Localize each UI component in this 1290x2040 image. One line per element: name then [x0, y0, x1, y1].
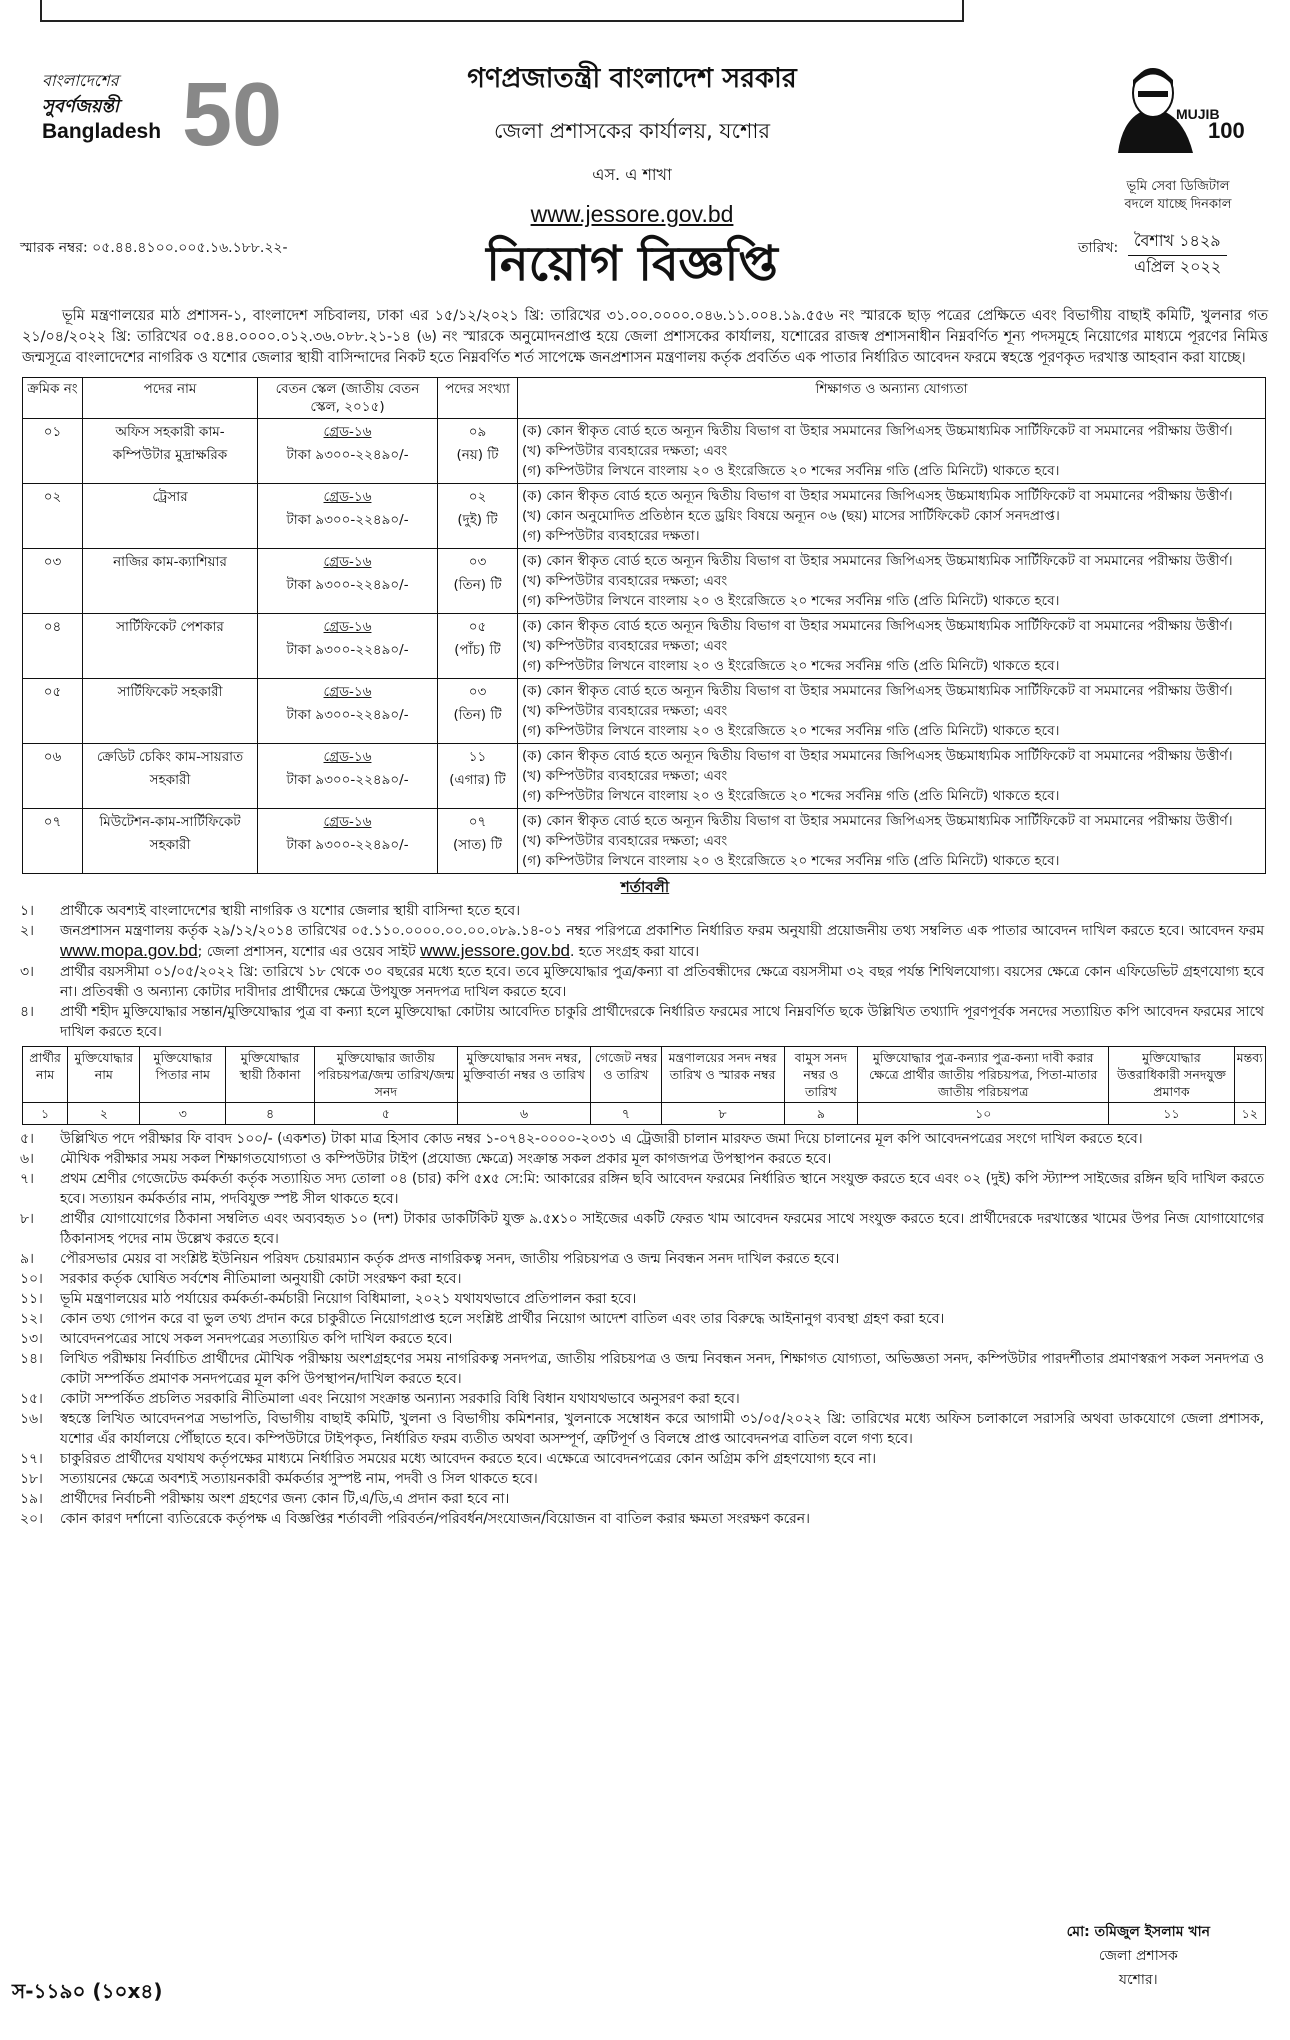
row-grade: গ্রেড-১৬	[323, 489, 372, 505]
reference-row	[12, 228, 1278, 298]
row-grade: গ্রেড-১৬	[323, 619, 372, 635]
col-post-count: পদের সংখ্যা	[438, 378, 518, 419]
condition-text: প্রথম শ্রেণীর গেজেটেড কর্মকর্তা কর্তৃক সত্যায়িত সদ্য তোলা ০৪ (চার) কপি ৫x৫ সে:মি: আকারের রঙ্গিন ছবি আবেদন ফরমের নির্ধারিত স্থানে সংযুক্ত করতে হবে এবং ০২ (দুই) কপি স্ট্যাম্প সাইজের রঙ্গিন ছবি দাখিল করতে হবে। সত্যায়ন কর্মকর্তার নাম, পদবিযুক্ত স্পষ্ট সীল থাকতে হবে।	[60, 1171, 1264, 1207]
posts-body	[23, 419, 1266, 874]
ff-num: ৬	[457, 1103, 590, 1125]
row-post-name: সার্টিফিকেট পেশকার	[83, 614, 258, 679]
condition-number: ১৮।	[20, 1471, 43, 1487]
qual-c: (গ) কম্পিউটার লিখনে বাংলায় ২০ ও ইংরেজিতে ২০ শব্দের সর্বনিম্ন গতি (প্রতি মিনিটে) থাকতে হবে।	[522, 723, 1060, 739]
condition-text: চাকুরিরত প্রার্থীদের যথাযথ কর্তৃপক্ষের মাধ্যমে নির্ধারিত সময়ের মধ্যে আবেদন করতে হবে। এক্ষেত্রে আবেদনপত্রের কোন অগ্রিম কপি গ্রহণযোগ্য হবে না।	[60, 1451, 877, 1467]
ff-num: ৫	[314, 1103, 457, 1125]
ff-col-11: মুক্তিযোদ্ধার উত্তরাধিকারী সনদযুক্ত প্রমাণক	[1109, 1047, 1234, 1103]
qual-c: (গ) কম্পিউটার লিখনে বাংলায় ২০ ও ইংরেজিতে ২০ শব্দের সর্বনিম্ন গতি (প্রতি মিনিটে) থাকতে হবে।	[522, 658, 1060, 674]
row-quals	[518, 614, 1266, 679]
condition-text: কোন কারণ দর্শানো ব্যতিরেকে কর্তৃপক্ষ এ বিজ্ঞপ্তির শর্তাবলী পরিবর্তন/পরিবর্ধন/সংযোজন/বিয়োজন বা বাতিল করার ক্ষমতা সংরক্ষণ করেন।	[60, 1511, 810, 1527]
condition-text: কোটা সম্পর্কিত প্রচলিত সরকারি নীতিমালা এবং নিয়োগ সংক্রান্ত অন্যান্য সরকারি বিধি বিধান যথাযথভাবে অনুসরণ করা হবে।	[60, 1391, 740, 1407]
condition-number: ৮।	[20, 1211, 34, 1227]
row-count	[438, 679, 518, 744]
table-row	[23, 419, 1266, 484]
notice-title: নিয়োগ বিজ্ঞপ্তি	[486, 236, 778, 292]
row-pay	[258, 614, 438, 679]
ff-num: ১০	[858, 1103, 1109, 1125]
condition-text: সত্যায়নের ক্ষেত্রে অবশ্যই সত্যায়নকারী কর্মকর্তার সুস্পষ্ট নাম, পদবী ও সিল থাকতে হবে।	[60, 1471, 538, 1487]
ff-num: ৯	[784, 1103, 858, 1125]
row-count	[438, 549, 518, 614]
ff-num: ১২	[1234, 1103, 1265, 1125]
qual-a: (ক) কোন স্বীকৃত বোর্ড হতে অন্যূন দ্বিতীয় বিভাগ বা উহার সমমানের জিপিএসহ উচ্চমাধ্যমিক সার্টিফিকেট বা সমমানের পরীক্ষায় উত্তীর্ণ।	[522, 423, 1233, 439]
row-pay	[258, 484, 438, 549]
condition-item	[20, 1449, 1264, 1469]
row-post-name: ট্রেসার	[83, 484, 258, 549]
condition-text	[60, 921, 1264, 962]
logo-text-2: সুবর্ণজয়ন্তী	[42, 96, 120, 117]
condition-item	[20, 1469, 1264, 1489]
ff-col-2: মুক্তিযোদ্ধার নাম	[68, 1047, 140, 1103]
row-count	[438, 809, 518, 874]
condition-item	[20, 901, 1264, 921]
date-bangla: বৈশাখ ১৪২৯	[1128, 228, 1227, 256]
conditions-list-2	[12, 1129, 1278, 1529]
condition-number: ১১।	[20, 1291, 43, 1307]
row-count-num: ০২	[468, 489, 487, 505]
row-grade: গ্রেড-১৬	[323, 424, 372, 440]
table-row	[23, 549, 1266, 614]
condition-item	[20, 1489, 1264, 1509]
col-qualifications: শিক্ষাগত ও অন্যান্য যোগ্যতা	[518, 378, 1266, 419]
row-post-name: নাজির কাম-ক্যাশিয়ার	[83, 549, 258, 614]
row-count-words: (তিন) টি	[453, 577, 502, 593]
qual-a: (ক) কোন স্বীকৃত বোর্ড হতে অন্যূন দ্বিতীয় বিভাগ বা উহার সমমানের জিপিএসহ উচ্চমাধ্যমিক সার্টিফিকেট বা সমমানের পরীক্ষায় উত্তীর্ণ।	[522, 748, 1233, 764]
condition-text: প্রার্থীর যোগাযোগের ঠিকানা সম্বলিত এবং অব্যবহৃত ১০ (দশ) টাকার ডাকটিকিট যুক্ত ৯.৫x১০ সাইজের একটি ফেরত খাম আবেদন ফরমের সাথে সংযুক্ত করতে হবে। প্রার্থীদেরকে দরখাস্তের খামের উপর নিজ যোগাযোগের ঠিকানাসহ পদের নাম উল্লেখ করতে হবে।	[60, 1211, 1264, 1247]
row-count-words: (এগার) টি	[449, 772, 506, 788]
footer-code: স-১১৯০ (১০x৪)	[12, 1979, 163, 2003]
hundred-text: 100	[1208, 118, 1245, 143]
conditions-title: শর্তাবলী	[620, 878, 670, 896]
office-name: জেলা প্রশাসকের কার্যালয়, যশোর	[493, 119, 771, 143]
row-post-name: মিউটেশন-কাম-সার্টিফিকেট সহকারী	[83, 809, 258, 874]
row-serial: ০৭	[23, 809, 83, 874]
qual-a: (ক) কোন স্বীকৃত বোর্ড হতে অন্যূন দ্বিতীয় বিভাগ বা উহার সমমানের জিপিএসহ উচ্চমাধ্যমিক সার্টিফিকেট বা সমমানের পরীক্ষায় উত্তীর্ণ।	[522, 683, 1233, 699]
row-quals	[518, 744, 1266, 809]
condition-text: লিখিত পরীক্ষায় নির্বাচিত প্রার্থীদের মৌখিক পরীক্ষায় অংশগ্রহণের সময় নাগরিকত্ব সনদপত্র, জাতীয় পরিচয়পত্র ও জন্ম নিবন্ধন সনদ, শিক্ষাগত যোগ্যতা, অভিজ্ঞতা সনদ, কম্পিউটার পারদর্শীতার প্রমাণস্বরূপ সকল সনদপত্র ও কোটা সম্পর্কিত প্রমাণক সনদপত্রের মূল কপি উপস্থাপন/দাখিল করতে হবে।	[60, 1351, 1264, 1387]
condition-item	[20, 1349, 1264, 1389]
memo-number: স্মারক নম্বর: ০৫.৪৪.৪১০০.০০৫.১৬.১৮৮.২২-	[20, 240, 288, 256]
row-post-name: ক্রেডিট চেকিং কাম-সায়রাত সহকারী	[83, 744, 258, 809]
condition-number: ১৩।	[20, 1331, 43, 1347]
row-count-num: ০৩	[468, 554, 487, 570]
row-count-num: ০৩	[468, 684, 487, 700]
row-count	[438, 419, 518, 484]
condition-number: ৯।	[20, 1251, 34, 1267]
row-post-name: সার্টিফিকেট সহকারী	[83, 679, 258, 744]
condition-number: ৩।	[20, 964, 34, 980]
tagline-line-2: বদলে যাচ্ছে দিনকাল	[1124, 197, 1232, 212]
condition-text: কোন তথ্য গোপন করে বা ভুল তথ্য প্রদান করে চাকুরীতে নিয়োগপ্রাপ্ত হলে সংশ্লিষ্ট প্রার্থীর নিয়োগ আদেশ বাতিল এবং তার বিরুদ্ধে আইনানুগ ব্যবস্থা গ্রহণ করা হবে।	[60, 1311, 945, 1327]
row-count-num: ১১	[468, 749, 487, 765]
qual-c: (গ) কম্পিউটার ব্যবহারের দক্ষতা।	[522, 528, 700, 544]
qual-c: (গ) কম্পিউটার লিখনে বাংলায় ২০ ও ইংরেজিতে ২০ শব্দের সর্বনিম্ন গতি (প্রতি মিনিটে) থাকতে হবে।	[522, 853, 1060, 869]
condition-text: মৌখিক পরীক্ষার সময় সকল শিক্ষাগতযোগ্যতা ও কম্পিউটার টাইপ (প্রযোজ্য ক্ষেত্রে) সংক্রান্ত সকল প্রকার মূল কাগজপত্র উপস্থাপন করতে হবে।	[60, 1151, 832, 1167]
condition-item	[20, 921, 1264, 962]
condition-number: ১।	[20, 903, 34, 919]
qual-a: (ক) কোন স্বীকৃত বোর্ড হতে অন্যূন দ্বিতীয় বিভাগ বা উহার সমমানের জিপিএসহ উচ্চমাধ্যমিক সার্টিফিকেট বা সমমানের পরীক্ষায় উত্তীর্ণ।	[522, 488, 1233, 504]
condition-number: ৭।	[20, 1171, 34, 1187]
row-grade: গ্রেড-১৬	[323, 749, 372, 765]
condition-item	[20, 1129, 1264, 1149]
condition-text: প্রার্থীকে অবশ্যই বাংলাদেশের স্থায়ী নাগরিক ও যশোর জেলার স্থায়ী বাসিন্দা হতে হবে।	[60, 903, 521, 919]
condition-item	[20, 1149, 1264, 1169]
qual-b: (খ) কম্পিউটার ব্যবহারের দক্ষতা; এবং	[522, 638, 728, 654]
ff-col-7: গেজেট নম্বর ও তারিখ	[591, 1047, 661, 1103]
ff-num: ৭	[591, 1103, 661, 1125]
tagline-line-1: ভূমি সেবা ডিজিটাল	[1126, 179, 1230, 194]
row-pay	[258, 809, 438, 874]
condition-text: ভূমি মন্ত্রণালয়ের মাঠ পর্যায়ের কর্মকর্তা-কর্মচারী নিয়োগ বিধিমালা, ২০২১ যথাযথভাবে প্রতিপালন করা হবে।	[60, 1291, 637, 1307]
ff-col-9: বামুস সনদ নম্বর ও তারিখ	[784, 1047, 858, 1103]
condition-number: ৪।	[20, 1004, 34, 1020]
col-post-name: পদের নাম	[83, 378, 258, 419]
tagline	[1093, 178, 1263, 214]
row-pay-range: টাকা ৯৩০০-২২৪৯০/-	[286, 447, 409, 463]
condition-text: প্রার্থীর বয়সসীমা ০১/০৫/২০২২ খ্রি: তারিখে ১৮ থেকে ৩০ বছরের মধ্যে হতে হবে। তবে মুক্তিযোদ্ধার পুত্র/কন্যা বা প্রতিবন্ধীদের ক্ষেত্রে বয়সসীমা ৩২ বছর পর্যন্ত শিথিলযোগ্য। বয়সের ক্ষেত্রে কোন এফিডেভিট গ্রহণযোগ্য হবে না। প্রতিবন্ধী ও অন্যান্য কোটার দাবীদার প্রার্থীদের ক্ষেত্রে উপযুক্ত সনদপত্র দাখিল করতে হবে।	[60, 964, 1265, 1000]
golden-jubilee-logo	[32, 58, 283, 208]
row-grade: গ্রেড-১৬	[323, 814, 372, 830]
condition-number: ২০।	[20, 1511, 43, 1527]
posts-header-row	[23, 378, 1266, 419]
ff-number-row	[23, 1103, 1266, 1125]
qual-a: (ক) কোন স্বীকৃত বোর্ড হতে অন্যূন দ্বিতীয় বিভাগ বা উহার সমমানের জিপিএসহ উচ্চমাধ্যমিক সার্টিফিকেট বা সমমানের পরীক্ষায় উত্তীর্ণ।	[522, 813, 1233, 829]
row-serial: ০৬	[23, 744, 83, 809]
row-count	[438, 744, 518, 809]
ff-num: ১১	[1109, 1103, 1234, 1125]
row-serial: ০৪	[23, 614, 83, 679]
row-pay	[258, 419, 438, 484]
row-count-words: (নয়) টি	[456, 447, 499, 463]
condition-number: ১৭।	[20, 1451, 43, 1467]
posts-table	[22, 377, 1266, 874]
notice-sheet	[12, 18, 1278, 2040]
row-count-num: ০৫	[468, 619, 487, 635]
condition-item	[20, 1169, 1264, 1209]
condition-number: ১২।	[20, 1311, 43, 1327]
qual-b: (খ) কম্পিউটার ব্যবহারের দক্ষতা; এবং	[522, 768, 728, 784]
condition-item	[20, 1389, 1264, 1409]
ff-col-4: মুক্তিযোদ্ধার স্থায়ী ঠিকানা	[226, 1047, 315, 1103]
row-serial: ০১	[23, 419, 83, 484]
table-row	[23, 744, 1266, 809]
website-link[interactable]: www.jessore.gov.bd	[530, 201, 734, 227]
row-count	[438, 484, 518, 549]
government-name: গণপ্রজাতন্ত্রী বাংলাদেশ সরকার	[467, 63, 797, 94]
signature-block	[1067, 1920, 1210, 1992]
intro-paragraph: ভূমি মন্ত্রণালয়ের মাঠ প্রশাসন-১, বাংলাদেশ সচিবালয়, ঢাকা এর ১৫/১২/২০২১ খ্রি: তারিখের ৩১.০০.০০০০.০৪৬.১১.০০৪.১৯.৫৫৬ নং স্মারকে ছাড় পত্রের প্রেক্ষিতে এবং বিভাগীয় বাছাই কমিটি, খুলনার গত ২১/০৪/২০২২ খ্রি: তারিখের ০৫.৪৪.০০০০.০১২.৩৬.০৮৮.২১-১৪ (৬) নং স্মারকে অনুমোদনপ্রাপ্ত হয়ে জেলা প্রশাসকের কার্যালয়, যশোরের রাজস্ব প্রশাসনাধীন নিম্নবর্ণিত শূন্য পদসমূহে নিয়োগের মাধ্যমে পূরণের নিমিত্ত জন্মসূত্রে বাংলাদেশের নাগরিক ও যশোর জেলার স্থায়ী বাসিন্দাদের নিকট হতে নিম্নবর্ণিত শর্ত সাপেক্ষে জনপ্রশাসন মন্ত্রণালয় কর্তৃক প্রবর্তিত এক পাতার নির্ধারিত আবেদন ফরমে স্বহস্তে পূরণকৃত দরখাস্ত আহবান করা যাচ্ছে।	[22, 308, 1268, 366]
logo-fifty: 50	[182, 65, 283, 165]
row-serial: ০৩	[23, 549, 83, 614]
jessore-link[interactable]: www.jessore.gov.bd	[420, 941, 570, 960]
logo-text-3: Bangladesh	[42, 120, 162, 143]
row-quals	[518, 549, 1266, 614]
mujib-100-logo	[1098, 58, 1258, 168]
condition-number: ১৯।	[20, 1491, 43, 1507]
condition-number: ১৪।	[20, 1351, 43, 1367]
condition-number: ১০।	[20, 1271, 43, 1287]
qual-c: (গ) কম্পিউটার লিখনে বাংলায় ২০ ও ইংরেজিতে ২০ শব্দের সর্বনিম্ন গতি (প্রতি মিনিটে) থাকতে হবে।	[522, 593, 1060, 609]
ff-col-3: মুক্তিযোদ্ধার পিতার নাম	[140, 1047, 226, 1103]
row-pay	[258, 549, 438, 614]
row-pay	[258, 744, 438, 809]
col-pay-scale: বেতন স্কেল (জাতীয় বেতন স্কেল, ২০১৫)	[258, 378, 438, 419]
condition-item	[20, 1249, 1264, 1269]
row-count	[438, 614, 518, 679]
row-quals	[518, 809, 1266, 874]
condition-text-part-a: জনপ্রশাসন মন্ত্রণালয় কর্তৃক ২৯/১২/২০১৪ তারিখের ০৫.১১০.০০০০.০০.০০.০৮৯.১৪-০১ নম্বর পরিপত্রে প্রকাশিত নির্ধারিত ফরম অনুযায়ী প্রয়োজনীয় তথ্য সম্বলিত এক পাতার আবেদন দাখিল করতে হবে। আবেদন ফরম	[60, 923, 1264, 939]
ff-col-8: মন্ত্রণালয়ের সনদ নম্বর তারিখ ও স্মারক নম্বর	[661, 1047, 784, 1103]
condition-text: প্রার্থী শহীদ মুক্তিযোদ্ধার সন্তান/মুক্তিযোদ্ধার পুত্র বা কন্যা হলে মুক্তিযোদ্ধা কোটায় আবেদিত চাকুরি প্রার্থীদেরকে নির্ধারিত ফরমের সাথে নিম্নবর্ণিত ছকে উল্লিখিত তথ্যাদি পূরণপূর্বক সনদের সত্যায়িত কপি আবেদন ফরমের সাথে দাখিল করতে হবে।	[60, 1004, 1264, 1040]
row-count-num: ০৭	[468, 814, 487, 830]
condition-item	[20, 1409, 1264, 1449]
row-pay-range: টাকা ৯৩০০-২২৪৯০/-	[286, 772, 409, 788]
qual-a: (ক) কোন স্বীকৃত বোর্ড হতে অন্যূন দ্বিতীয় বিভাগ বা উহার সমমানের জিপিএসহ উচ্চমাধ্যমিক সার্টিফিকেট বা সমমানের পরীক্ষায় উত্তীর্ণ।	[522, 618, 1233, 634]
condition-item	[20, 1309, 1264, 1329]
condition-item	[20, 1329, 1264, 1349]
header	[12, 18, 1278, 228]
ff-num: ৩	[140, 1103, 226, 1125]
condition-text: সরকার কর্তৃক ঘোষিত সর্বশেষ নীতিমালা অনুযায়ী কোটা সংরক্ষণ করা হবে।	[60, 1271, 462, 1287]
row-quals	[518, 419, 1266, 484]
row-count-num: ০৯	[468, 424, 487, 440]
row-pay-range: টাকা ৯৩০০-২২৪৯০/-	[286, 837, 409, 853]
date-label: তারিখ:	[1078, 240, 1119, 256]
row-pay-range: টাকা ৯৩০০-২২৪৯০/-	[286, 512, 409, 528]
qual-b: (খ) কম্পিউটার ব্যবহারের দক্ষতা; এবং	[522, 573, 728, 589]
ff-num: ১	[23, 1103, 68, 1125]
condition-text-part-b: ; জেলা প্রশাসন, যশোর এর ওয়েব সাইট	[197, 944, 416, 960]
row-grade: গ্রেড-১৬	[323, 554, 372, 570]
qual-b: (খ) কম্পিউটার ব্যবহারের দক্ষতা; এবং	[522, 443, 728, 459]
ff-col-6: মুক্তিযোদ্ধার সনদ নম্বর, মুক্তিবার্তা নম্বর ও তারিখ	[457, 1047, 590, 1103]
condition-item	[20, 1209, 1264, 1249]
signatory-designation: জেলা প্রশাসক	[1098, 1948, 1178, 1964]
condition-number: ১৬।	[20, 1411, 43, 1427]
condition-item	[20, 1269, 1264, 1289]
condition-number: ৫।	[20, 1131, 34, 1147]
ff-num: ৪	[226, 1103, 315, 1125]
ff-col-5: মুক্তিযোদ্ধার জাতীয় পরিচয়পত্র/জন্ম তারিখ/জন্ম সনদ	[314, 1047, 457, 1103]
condition-text: পৌরসভার মেয়র বা সংশ্লিষ্ট ইউনিয়ন পরিষদ চেয়ারম্যান কর্তৃক প্রদত্ত নাগরিকত্ব সনদ, জাতীয় পরিচয়পত্র ও জন্ম নিবন্ধন সনদ দাখিল করতে হবে।	[60, 1251, 840, 1267]
row-pay-range: টাকা ৯৩০০-২২৪৯০/-	[286, 707, 409, 723]
table-row	[23, 679, 1266, 744]
condition-number: ১৫।	[20, 1391, 43, 1407]
branch-name: এস. এ শাখা	[592, 165, 672, 184]
conditions-list	[12, 901, 1278, 1042]
qual-c: (গ) কম্পিউটার লিখনে বাংলায় ২০ ও ইংরেজিতে ২০ শব্দের সর্বনিম্ন গতি (প্রতি মিনিটে) থাকতে হবে।	[522, 788, 1060, 804]
table-row	[23, 809, 1266, 874]
table-row	[23, 484, 1266, 549]
row-quals	[518, 484, 1266, 549]
row-count-words: (তিন) টি	[453, 707, 502, 723]
row-pay-range: টাকা ৯৩০০-২২৪৯০/-	[286, 577, 409, 593]
row-count-words: (পাঁচ) টি	[454, 642, 501, 658]
row-count-words: (দুই) টি	[457, 512, 498, 528]
condition-text: উল্লিখিত পদে পরীক্ষার ফি বাবদ ১০০/- (একশত) টাকা মাত্র হিসাব কোড নম্বর ১-০৭৪২-০০০০-২০৩১ এ ট্রেজারী চালান মারফত জমা দিয়ে চালানের মূল কপি আবেদনপত্রের সংগে দাখিল করতে হবে।	[60, 1131, 1143, 1147]
logo-text-1: বাংলাদেশের	[42, 71, 119, 90]
ff-header-row	[23, 1047, 1266, 1103]
ff-col-12: মন্তব্য	[1234, 1047, 1265, 1103]
qual-b: (খ) কোন অনুমোদিত প্রতিষ্ঠান হতে ড্রয়িং বিষয়ে অন্যূন ০৬ (ছয়) মাসের সার্টিফিকেট কোর্স সনদপ্রাপ্ত।	[522, 508, 1060, 524]
row-pay-range: টাকা ৯৩০০-২২৪৯০/-	[286, 642, 409, 658]
row-post-name: অফিস সহকারী কাম-কম্পিউটার মুদ্রাক্ষরিক	[83, 419, 258, 484]
table-row	[23, 614, 1266, 679]
header-center	[352, 58, 912, 228]
ff-col-1: প্রার্থীর নাম	[23, 1047, 68, 1103]
ff-num: ৮	[661, 1103, 784, 1125]
mujib-text: MUJIB	[1176, 106, 1220, 122]
condition-item	[20, 962, 1264, 1002]
date-english: এপ্রিল ২০২২	[1134, 257, 1222, 276]
row-quals	[518, 679, 1266, 744]
condition-number: ৬।	[20, 1151, 34, 1167]
condition-text: প্রার্থীদের নির্বাচনী পরীক্ষায় অংশ গ্রহণের জন্য কোন টি,এ/ডি,এ প্রদান করা হবে না।	[60, 1491, 510, 1507]
mopa-link[interactable]: www.mopa.gov.bd	[60, 941, 198, 960]
qual-a: (ক) কোন স্বীকৃত বোর্ড হতে অন্যূন দ্বিতীয় বিভাগ বা উহার সমমানের জিপিএসহ উচ্চমাধ্যমিক সার্টিফিকেট বা সমমানের পরীক্ষায় উত্তীর্ণ।	[522, 553, 1233, 569]
row-pay	[258, 679, 438, 744]
qual-b: (খ) কম্পিউটার ব্যবহারের দক্ষতা; এবং	[522, 703, 728, 719]
condition-text: স্বহস্তে লিখিত আবেদনপত্র সভাপতি, বিভাগীয় বাছাই কমিটি, খুলনা ও বিভাগীয় কমিশনার, খুলনাকে সম্বোধন করে আগামী ৩১/০৫/২০২২ খ্রি: তারিখের মধ্যে অফিস চলাকালে সরাসরি অথবা ডাকযোগে জেলা প্রশাসক, যশোর এঁর কার্যালয়ে পৌঁছাতে হবে। কম্পিউটারে টাইপকৃত, নির্ধারিত ফরম ব্যতীত অথবা অসম্পূর্ণ, ত্রুটিপূর্ণ ও বিলম্বে প্রাপ্ত আবেদনপত্র বাতিল বলে গণ্য হবে।	[60, 1411, 1264, 1447]
row-serial: ০২	[23, 484, 83, 549]
condition-text-part-c: . হতে সংগ্রহ করা যাবে।	[570, 944, 700, 960]
qual-c: (গ) কম্পিউটার লিখনে বাংলায় ২০ ও ইংরেজিতে ২০ শব্দের সর্বনিম্ন গতি (প্রতি মিনিটে) থাকতে হবে।	[522, 463, 1060, 479]
condition-text: আবেদনপত্রের সাথে সকল সনদপত্রের সত্যায়িত কপি দাখিল করতে হবে।	[60, 1331, 453, 1347]
ff-col-10: মুক্তিযোদ্ধার পুত্র-কন্যার পুত্র-কন্যা দাবী করার ক্ষেত্রে প্রার্থীর জাতীয় পরিচয়পত্র, পিতা-মাতার জাতীয় পরিচয়পত্র	[858, 1047, 1109, 1103]
condition-number: ২।	[20, 923, 34, 939]
condition-item	[20, 1002, 1264, 1042]
signatory-place: যশোর।	[1118, 1972, 1158, 1988]
ff-num: ২	[68, 1103, 140, 1125]
qual-b: (খ) কম্পিউটার ব্যবহারের দক্ষতা; এবং	[522, 833, 728, 849]
signatory-name: মো: তমিজুল ইসলাম খান	[1066, 1924, 1210, 1940]
col-serial: ক্রমিক নং	[23, 378, 83, 419]
row-serial: ০৫	[23, 679, 83, 744]
freedom-fighter-table	[22, 1046, 1266, 1125]
row-grade: গ্রেড-১৬	[323, 684, 372, 700]
row-count-words: (সাত) টি	[452, 837, 502, 853]
condition-item	[20, 1509, 1264, 1529]
condition-item	[20, 1289, 1264, 1309]
